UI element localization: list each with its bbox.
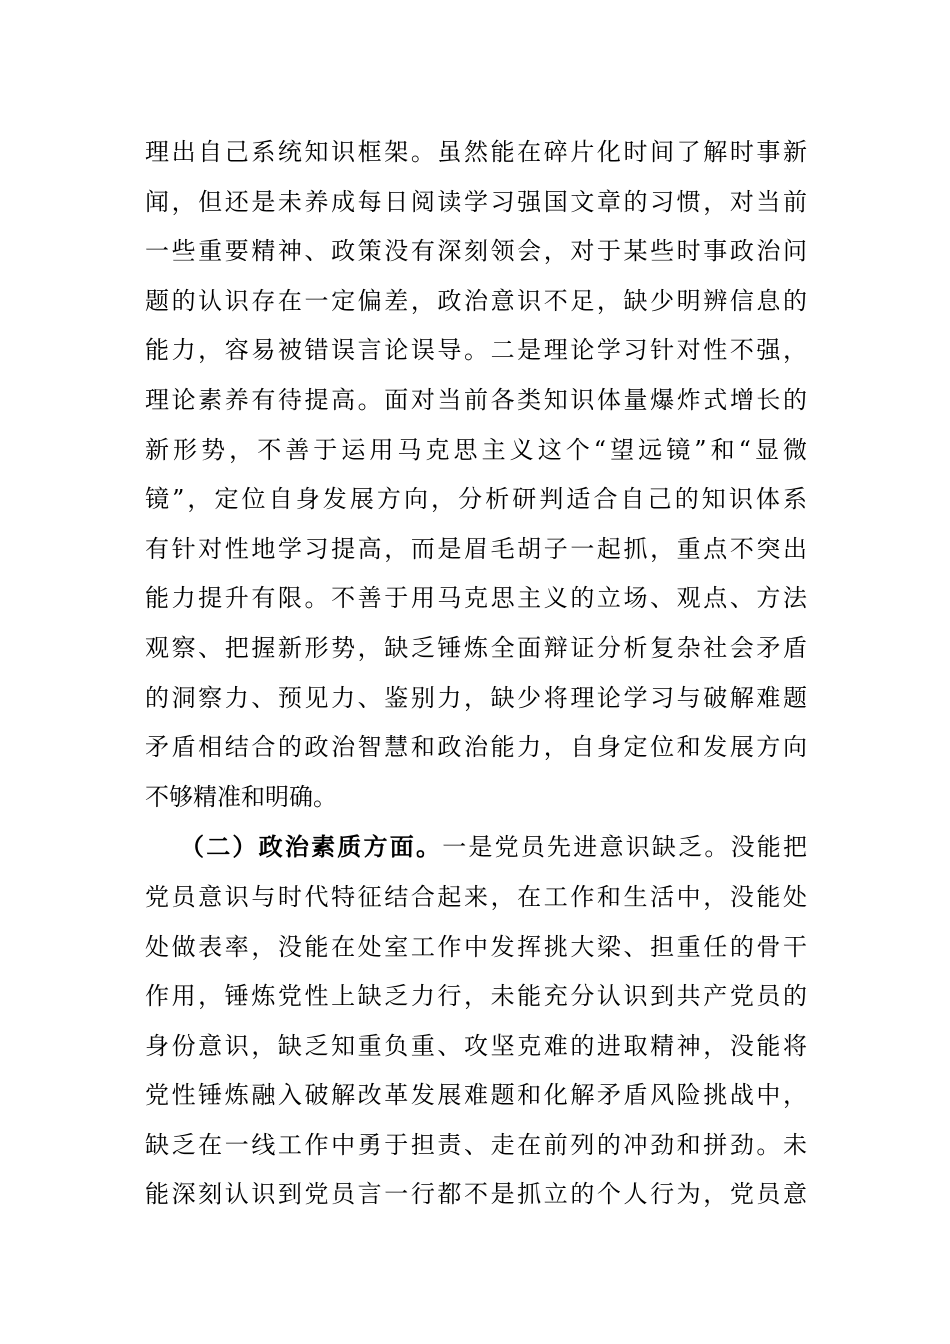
text-line: 闻，但还是未养成每日阅读学习强国文章的习惯，对当前 <box>145 187 807 216</box>
text-line: 观察、把握新形势，缺乏锤炼全面辩证分析复杂社会矛盾 <box>145 633 807 662</box>
text-line: 的洞察力、预见力、鉴别力，缺少将理论学习与破解难题 <box>145 683 807 712</box>
text-line: 理论素养有待提高。面对当前各类知识体量爆炸式增长的 <box>145 385 807 414</box>
text-line: 有针对性地学习提高，而是眉毛胡子一起抓，重点不突出 <box>145 534 807 563</box>
section-heading: （二）政治素质方面。 <box>180 832 443 862</box>
text-line: 新形势，不善于运用马克思主义这个“望远镜”和“显微 <box>145 435 807 464</box>
text-line-rest: 一是党员先进意识缺乏。没能把 <box>442 833 808 862</box>
text-line: 矛盾相结合的政治智慧和政治能力，自身定位和发展方向 <box>145 733 807 762</box>
text-line: 能力提升有限。不善于用马克思主义的立场、观点、方法 <box>145 584 807 613</box>
text-line: 缺乏在一线工作中勇于担责、走在前列的冲劲和拼劲。未 <box>145 1130 807 1159</box>
text-line: 不够精准和明确。 <box>145 782 337 811</box>
text-line: 党性锤炼融入破解改革发展难题和化解矛盾风险挑战中， <box>145 1081 807 1110</box>
text-line: 镜”，定位自身发展方向，分析研判适合自己的知识体系 <box>145 485 807 514</box>
paragraph-political-quality <box>145 822 807 1220</box>
text-line: 一些重要精神、政策没有深刻领会，对于某些时事政治问 <box>145 237 807 266</box>
text-line: 处做表率，没能在处室工作中发挥挑大梁、担重任的骨干 <box>145 932 807 961</box>
paragraph-theory-study <box>145 128 807 822</box>
text-line: 能力，容易被错误言论误导。二是理论学习针对性不强， <box>145 336 807 365</box>
text-line-first <box>145 822 807 873</box>
text-line: 党员意识与时代特征结合起来，在工作和生活中，没能处 <box>145 882 807 911</box>
text-line: 题的认识存在一定偏差，政治意识不足，缺少明辨信息的 <box>145 286 807 315</box>
text-line: 理出自己系统知识框架。虽然能在碎片化时间了解时事新 <box>145 138 807 166</box>
text-line: 作用，锤炼党性上缺乏力行，未能充分认识到共产党员的 <box>145 982 807 1011</box>
text-line: 能深刻认识到党员言一行都不是抓立的个人行为，党员意 <box>145 1180 807 1209</box>
text-line: 身份意识，缺乏知重负重、攻坚克难的进取精神，没能将 <box>145 1031 807 1060</box>
document-body <box>145 128 807 1220</box>
